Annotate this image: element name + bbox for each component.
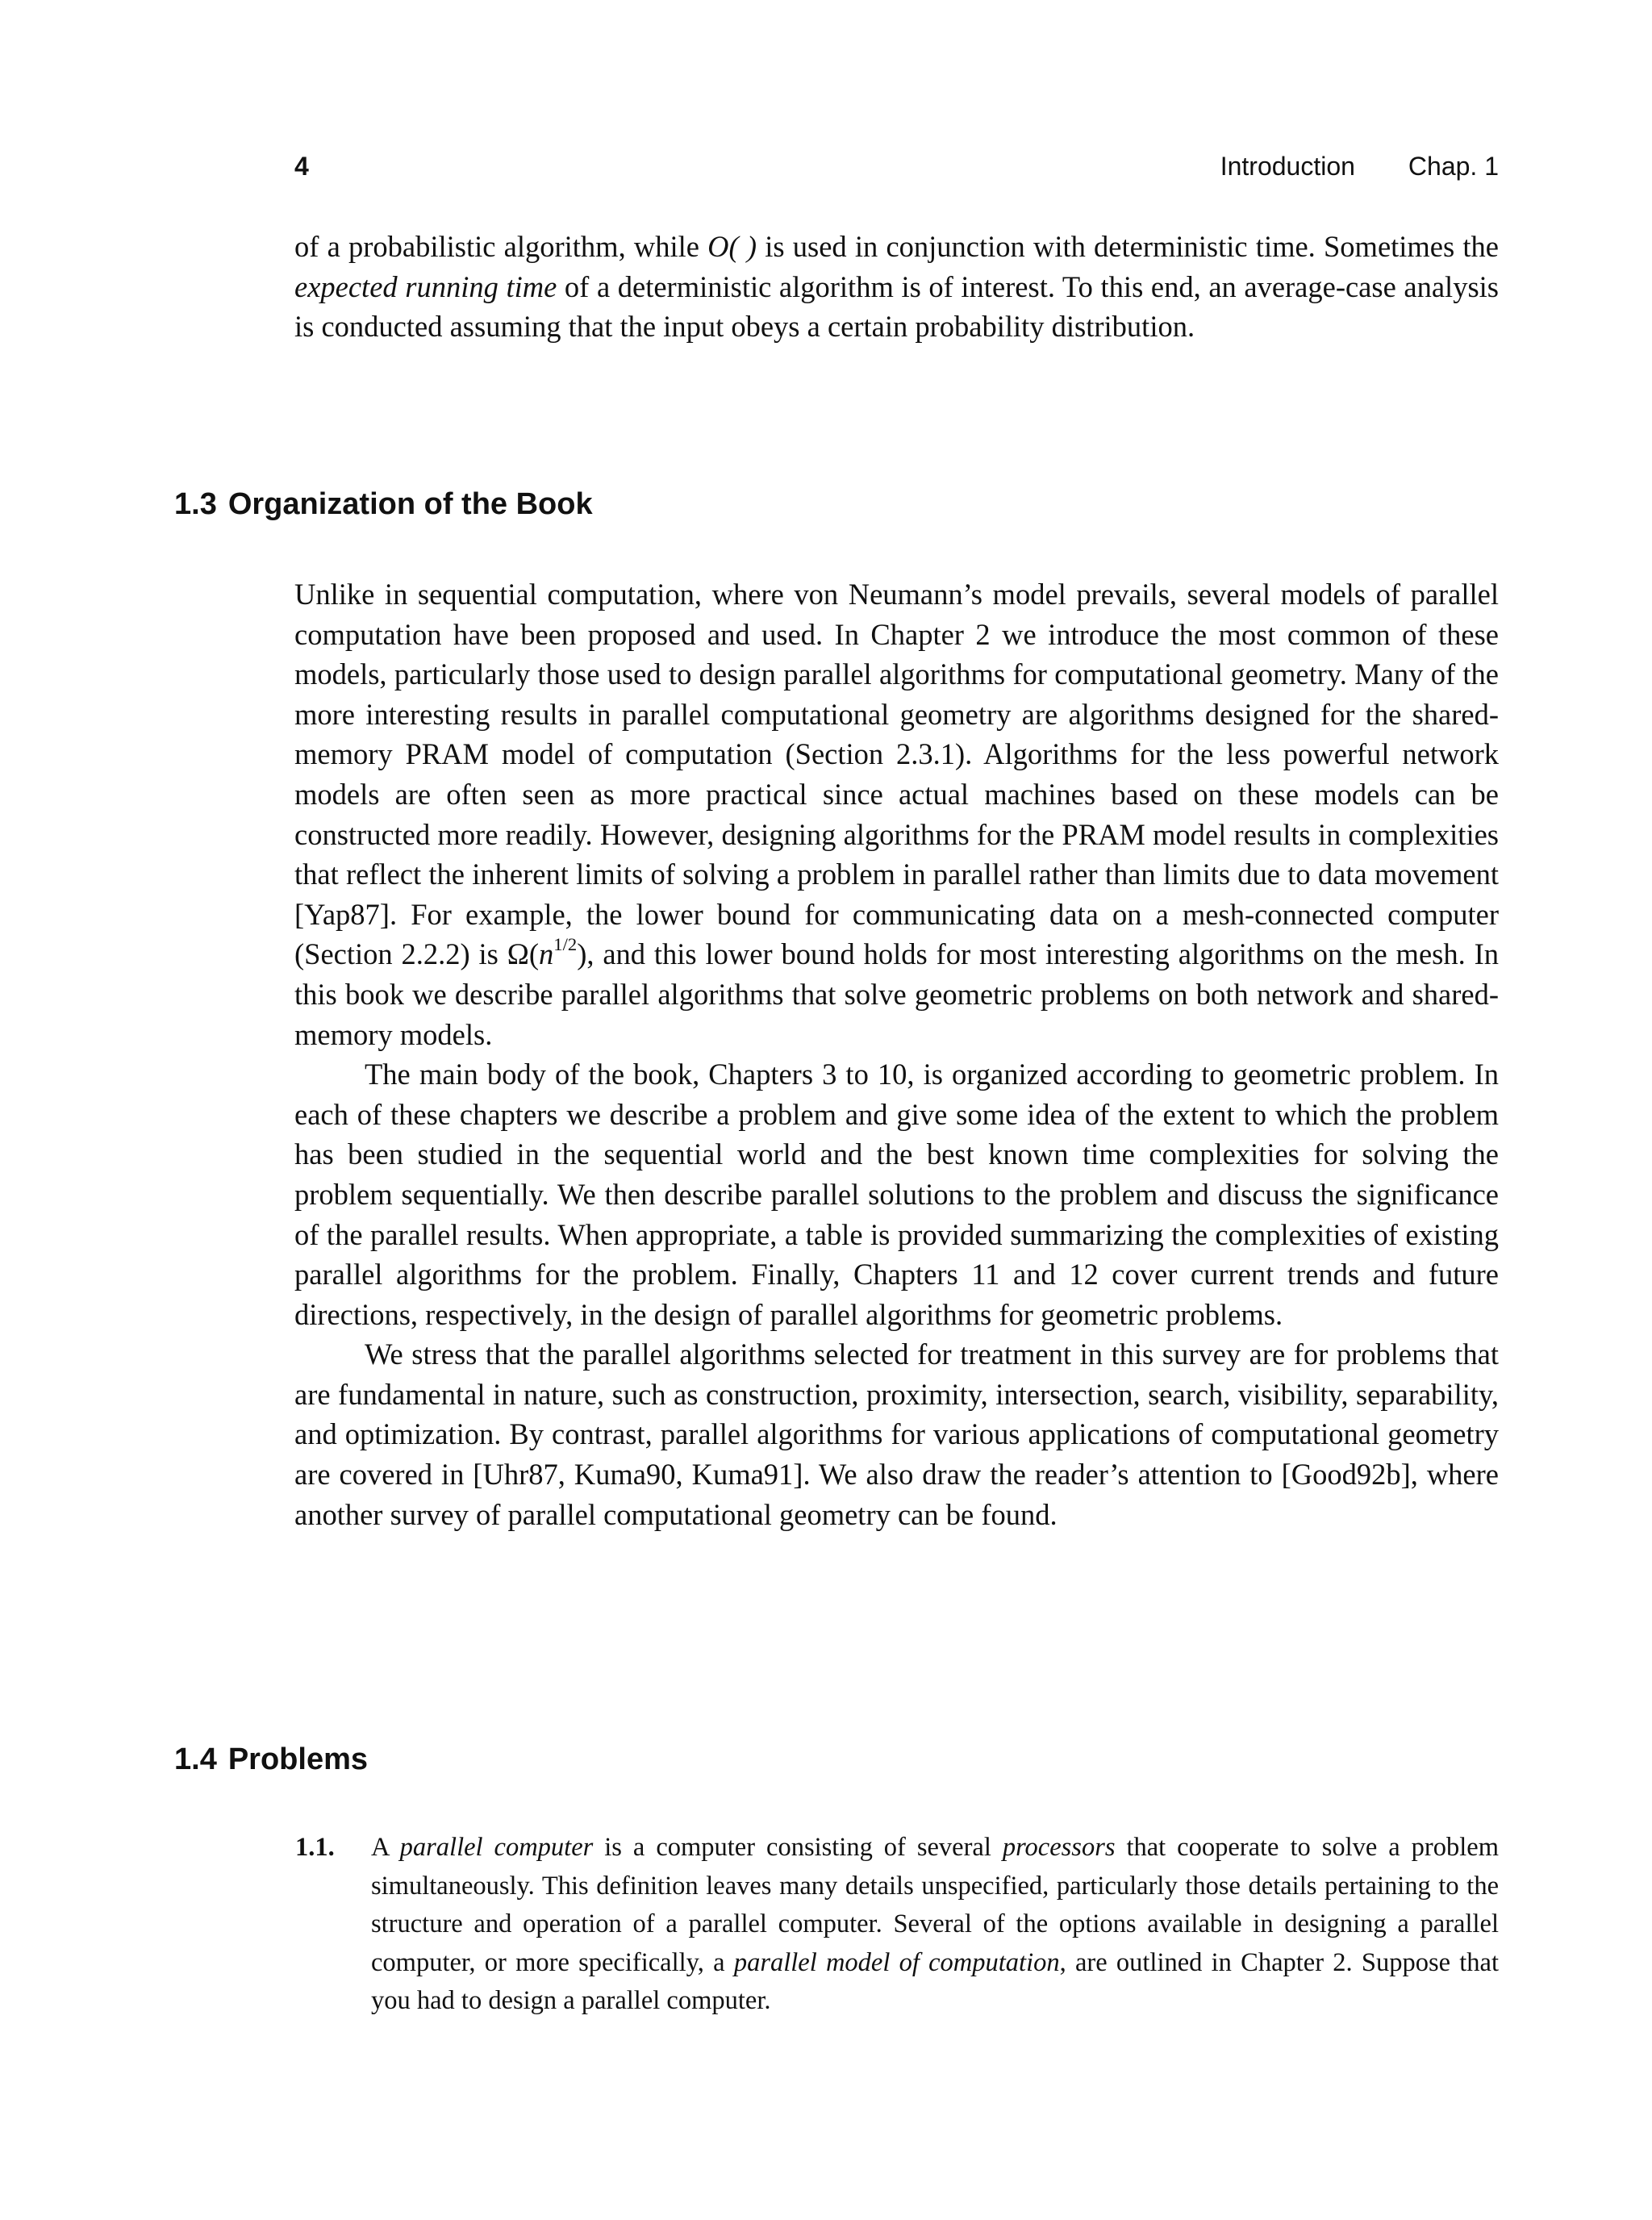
running-head-right bbox=[1220, 150, 1499, 182]
section-1-3-body bbox=[294, 574, 1499, 1534]
section-title: Organization of the Book bbox=[227, 487, 593, 521]
chapter-title: Introduction bbox=[1220, 152, 1355, 181]
paragraph: Unlike in sequential computation, where von Neumann’s model prevails, several models of parallel computation have been proposed and used. In Chapter 2 we introduce the most common of these models, particularly those used to design parallel algorithms for computational geometry. Many of the more interesting results in parallel computational geometry are algorithms designed for the shared-memory PRAM model of computation (Section 2.3.1). Algorithms for the less powerful network models are often seen as more practical since actual machines based on these models can be constructed more readily. However, designing algorithms for the PRAM model results in complexities that reflect the inherent limits of solving a problem in parallel rather than limits due to data movement [Yap87]. For example, the lower bound for communicating data on a mesh-connected computer (Section 2.2.2) is $\Omega(n^{1/2})$, and this lower bound holds for most interesting algorithms on the mesh. In this book we describe parallel algorithms that solve geometric problems on both network and shared-memory models. bbox=[294, 578, 1499, 1051]
section-heading-1-3 bbox=[174, 486, 593, 522]
problem-text: A parallel computer is a computer consisting of several processors that cooperate to solve a problem simultaneously. This definition leaves many details unspecified, particularly those details pertaining to the structure and operation of a parallel computer. Several of the options available in designing a parallel computer, or more specifically, a parallel model of computation, are outlined in Chapter 2. Suppose that you had to design a parallel computer. bbox=[371, 1833, 1499, 2015]
paragraph: of a probabilistic algorithm, while O( ) is used in conjunction with deterministic time. Sometimes the expected running time of a deterministic algorithm is of interest. To this end, an average-case analysis is conducted assuming that the input obeys a certain probability distribution. bbox=[294, 230, 1499, 344]
paragraph: The main body of the book, Chapters 3 to 10, is organized according to geometric problem. In each of these chapters we describe a problem and give some idea of the extent to which the problem has been studied in the sequential world and the best known time complexities for solving the problem sequentially. We then describe parallel solutions to the problem and discuss the significance of the parallel results. When appropriate, a table is provided summarizing the complexities of existing parallel algorithms for the problem. Finally, Chapters 11 and 12 cover current trends and future directions, respectively, in the design of parallel algorithms for geometric problems. bbox=[294, 1058, 1499, 1331]
lower-bound-formula: $\Omega(n^{1/2})$ bbox=[507, 934, 587, 971]
chapter-label: Chap. 1 bbox=[1408, 152, 1499, 181]
section-number: 1.4 bbox=[174, 1742, 217, 1776]
emphasis-text: parallel model of computation bbox=[733, 1947, 1060, 1977]
page-number: 4 bbox=[294, 152, 309, 181]
section-number: 1.3 bbox=[174, 487, 217, 521]
paragraph: We stress that the parallel algorithms selected for treatment in this survey are for problems that are fundamental in nature, such as construction, proximity, intersection, search, visibility, separability, and optimization. By contrast, parallel algorithms for various applications of computational geometry are covered in [Uhr87, Kuma90, Kuma91]. We also draw the reader’s attention to [Good92b], where another survey of parallel computational geometry can be found. bbox=[294, 1337, 1499, 1531]
carryover-paragraph bbox=[294, 227, 1499, 347]
emphasis-text: expected running time bbox=[294, 269, 557, 303]
problem-label: 1.1. bbox=[295, 1833, 335, 1862]
emphasis-text: processors bbox=[1002, 1833, 1116, 1862]
running-head bbox=[294, 150, 1499, 182]
emphasis-text: parallel computer bbox=[399, 1833, 594, 1862]
section-heading-1-4 bbox=[174, 1742, 368, 1777]
big-o-notation: O( ) bbox=[707, 230, 757, 263]
section-title: Problems bbox=[227, 1742, 368, 1776]
problem-item bbox=[295, 1829, 1499, 2021]
